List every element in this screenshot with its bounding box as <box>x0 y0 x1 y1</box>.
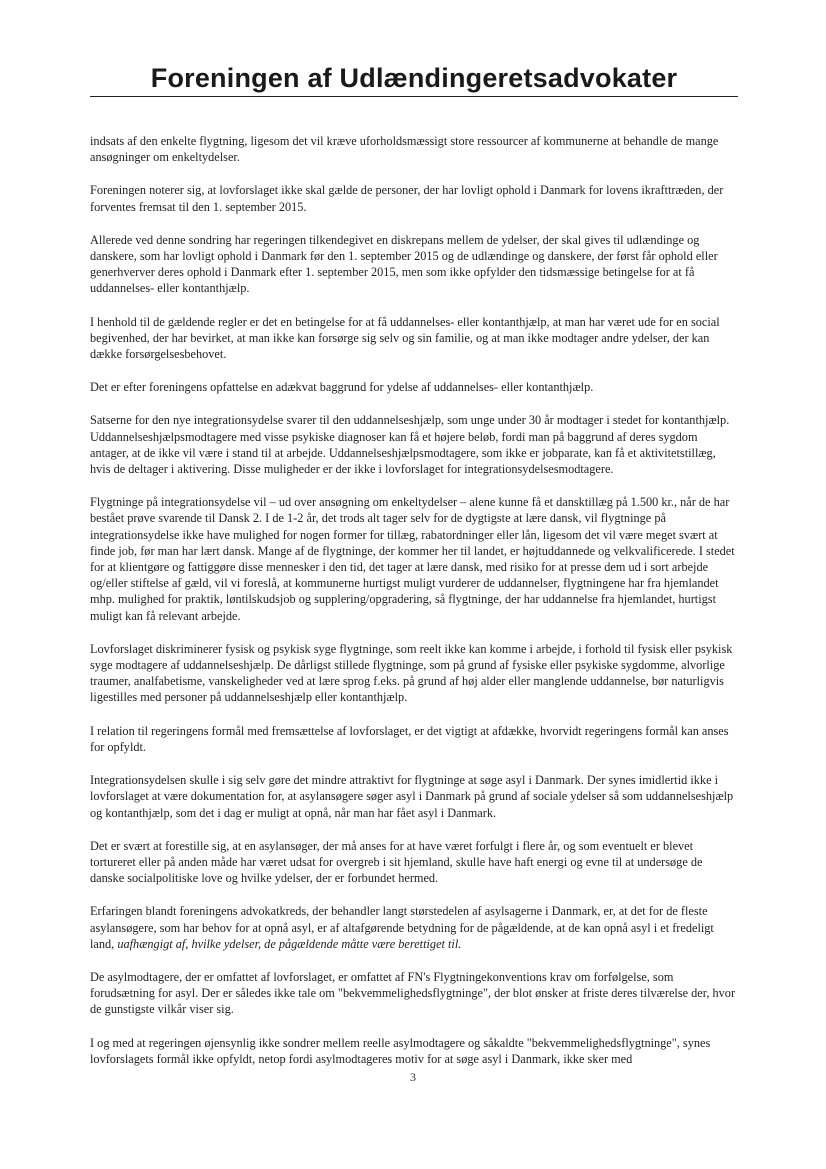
paragraph-14: I og med at regeringen øjensynlig ikke sondrer mellem reelle asylmodtagere og såkaldte "bekvemmelighedsflygtninge", synes lovforslagets formål ikke opfyldt, netop fordi asylmodtageres motiv for at søge asyl i Danmark, ikke sker med <box>90 1035 711 1066</box>
paragraph-3: Allerede ved denne sondring har regeringen tilkendegivet en diskrepans mellem de ydelser, der skal gives til udlændinge og danskere, som har lovligt ophold i Danmark før den 1. september 2015 og de udlændinge og danskere, der først får ophold eller generhverver deres ophold i Danmark efter 1. september 2015, men som ikke opfylder den tidsmæssige betingelse for at få uddannelses- eller kontanthjælp. <box>90 232 718 296</box>
paragraph-1: indsats af den enkelte flygtning, ligesom det vil kræve uforholdsmæssigt store ressourcer af kommunerne at behandle de mange ansøgninger om enkeltydelser. <box>90 134 719 165</box>
paragraph-5: Det er efter foreningens opfattelse en adækvat baggrund for ydelse af uddannelses- eller kontanthjælp. <box>90 380 594 395</box>
paragraph-10: Integrationsydelsen skulle i sig selv gøre det mindre attraktivt for flygtninge at søge asyl i Danmark. Der synes imidlertid ikke i lovforslaget at være dokumentation for, at asylansøgere søger asyl i Danmark på grund af sociale ydelser så som uddannelseshjælp og kontanthjælp, som det i dag er muligt at opnå, når man har fået asyl i Danmark. <box>90 773 734 820</box>
paragraph-4: I henhold til de gældende regler er det en betingelse for at få uddannelses- eller kontanthjælp, at man har været ude for en social begivenhed, der har bevirket, at man ikke kan forsørge sig selv og sin familie, og at man ikke modtager andre ydelser, der kan dække forsørgelsesbehovet. <box>90 314 720 362</box>
paragraph-11: Det er svært at forestille sig, at en asylansøger, der må anses for at have været forfulgt i flere år, og som eventuelt er blevet tortureret eller på anden måde har været udsat for overgreb i sit hjemland, skulle have haft energi og evne til at undersøge de danske socialpolitiske love og hvilke ydelser, der er forbundet hermed. <box>90 838 703 886</box>
document-body <box>90 133 738 1084</box>
header-rule <box>90 96 738 97</box>
paragraph-8: Lovforslaget diskriminerer fysisk og psykisk syge flygtninge, som reelt ikke kan komme i arbejde, i forhold til fysisk eller psykisk syge modtagere af uddannelseshjælp. De dårligst stillede flygtninge, som på grund af fysiske eller psykiske sygdomme, alvorlige traumer, analfabetisme, vanskeligheder ved at lære sprog f.eks. på grund af høj alder eller manglende uddannelse, bør naturligvis ligestilles med personer på uddannelseshjælp eller kontanthjælp. <box>90 641 733 705</box>
paragraph-6: Satserne for den nye integrationsydelse svarer til den uddannelseshjælp, som unge under 30 år modtager i stedet for kontanthjælp. Uddannelseshjælpsmodtagere med visse psykiske diagnoser kan få et højere beløb, fordi man på baggrund af deres sygdom antager, at de ikke vil være i stand til at arbejde. Uddannelseshjælpsmodtagere, som ikke er jobparate, kan få et aktivitetstillæg, hvis de deltager i aktivering. Disse muligheder er der ikke i lovforslaget for integrationsydelsesmodtagere. <box>90 413 730 477</box>
paragraph-7: Flygtninge på integrationsydelse vil – ud over ansøgning om enkeltydelser – alene kunne få et dansktillæg på 1.500 kr., når de har bestået prøve svarende til Dansk 2. I de 1-2 år, det trods alt tager selv for de dygtigste at lære dansk, vil flygtninge på integrationsydelse ikke have mulighed for nogen former for tillæg, rabatordninger eller lån, ligesom det vil være meget svært at finde job, før man har lært dansk. Mange af de flygtninge, der kommer her til landet, er højtuddannede og velkvalificerede. I stedet for at klientgøre og fattiggøre disse mennesker i den tid, det tager at lære dansk, med risiko for at presse dem ud i sort arbejde og/eller stiftelse af gæld, vil vi foreslå, at kommunerne hurtigst muligt vurderer de uddannelser, flygtningene har fra hjemlandet mhp. mulighed for praktik, løntilskudsjob og supplering/opgradering, så flygtninge, der har uddannelse fra hjemlandet, hurtigst muligt kan få relevant arbejde. <box>90 495 735 623</box>
organization-title: Foreningen af Udlændingeretsadvokater <box>150 63 678 93</box>
paragraph-12-text: Erfaringen blandt foreningens advokatkreds, der behandler langt størstedelen af asylsagerne i Danmark, er, at det for de fleste asylansøgere, som har behov for at opnå asyl, er af altafgørende betydning for de pågældende, at de kan opnå asyl i et fredeligt land, <box>90 904 714 951</box>
paragraph-12 <box>90 903 738 952</box>
page-number: 3 <box>410 1070 416 1084</box>
paragraph-9: I relation til regeringens formål med fremsættelse af lovforslaget, er det vigtigt at afdække, hvorvidt regeringens formål kan anses for opfyldt. <box>90 723 729 754</box>
paragraph-13: De asylmodtagere, der er omfattet af lovforslaget, er omfattet af FN's Flygtningekonventions krav om forfølgelse, som forudsætning for asyl. Der er således ikke tale om "bekvemmelighedsflygtninge", der blot ønsker at friste deres tilværelse der, hvor de gunstigste vilkår viser sig. <box>90 969 736 1017</box>
paragraph-12-emphasis: uafhængigt af, hvilke ydelser, de pågældende måtte være berettiget til. <box>117 936 462 951</box>
letterhead <box>90 60 738 97</box>
paragraph-2: Foreningen noterer sig, at lovforslaget ikke skal gælde de personer, der har lovligt ophold i Danmark for lovens ikrafttræden, der forventes fremsat til den 1. september 2015. <box>90 183 724 214</box>
